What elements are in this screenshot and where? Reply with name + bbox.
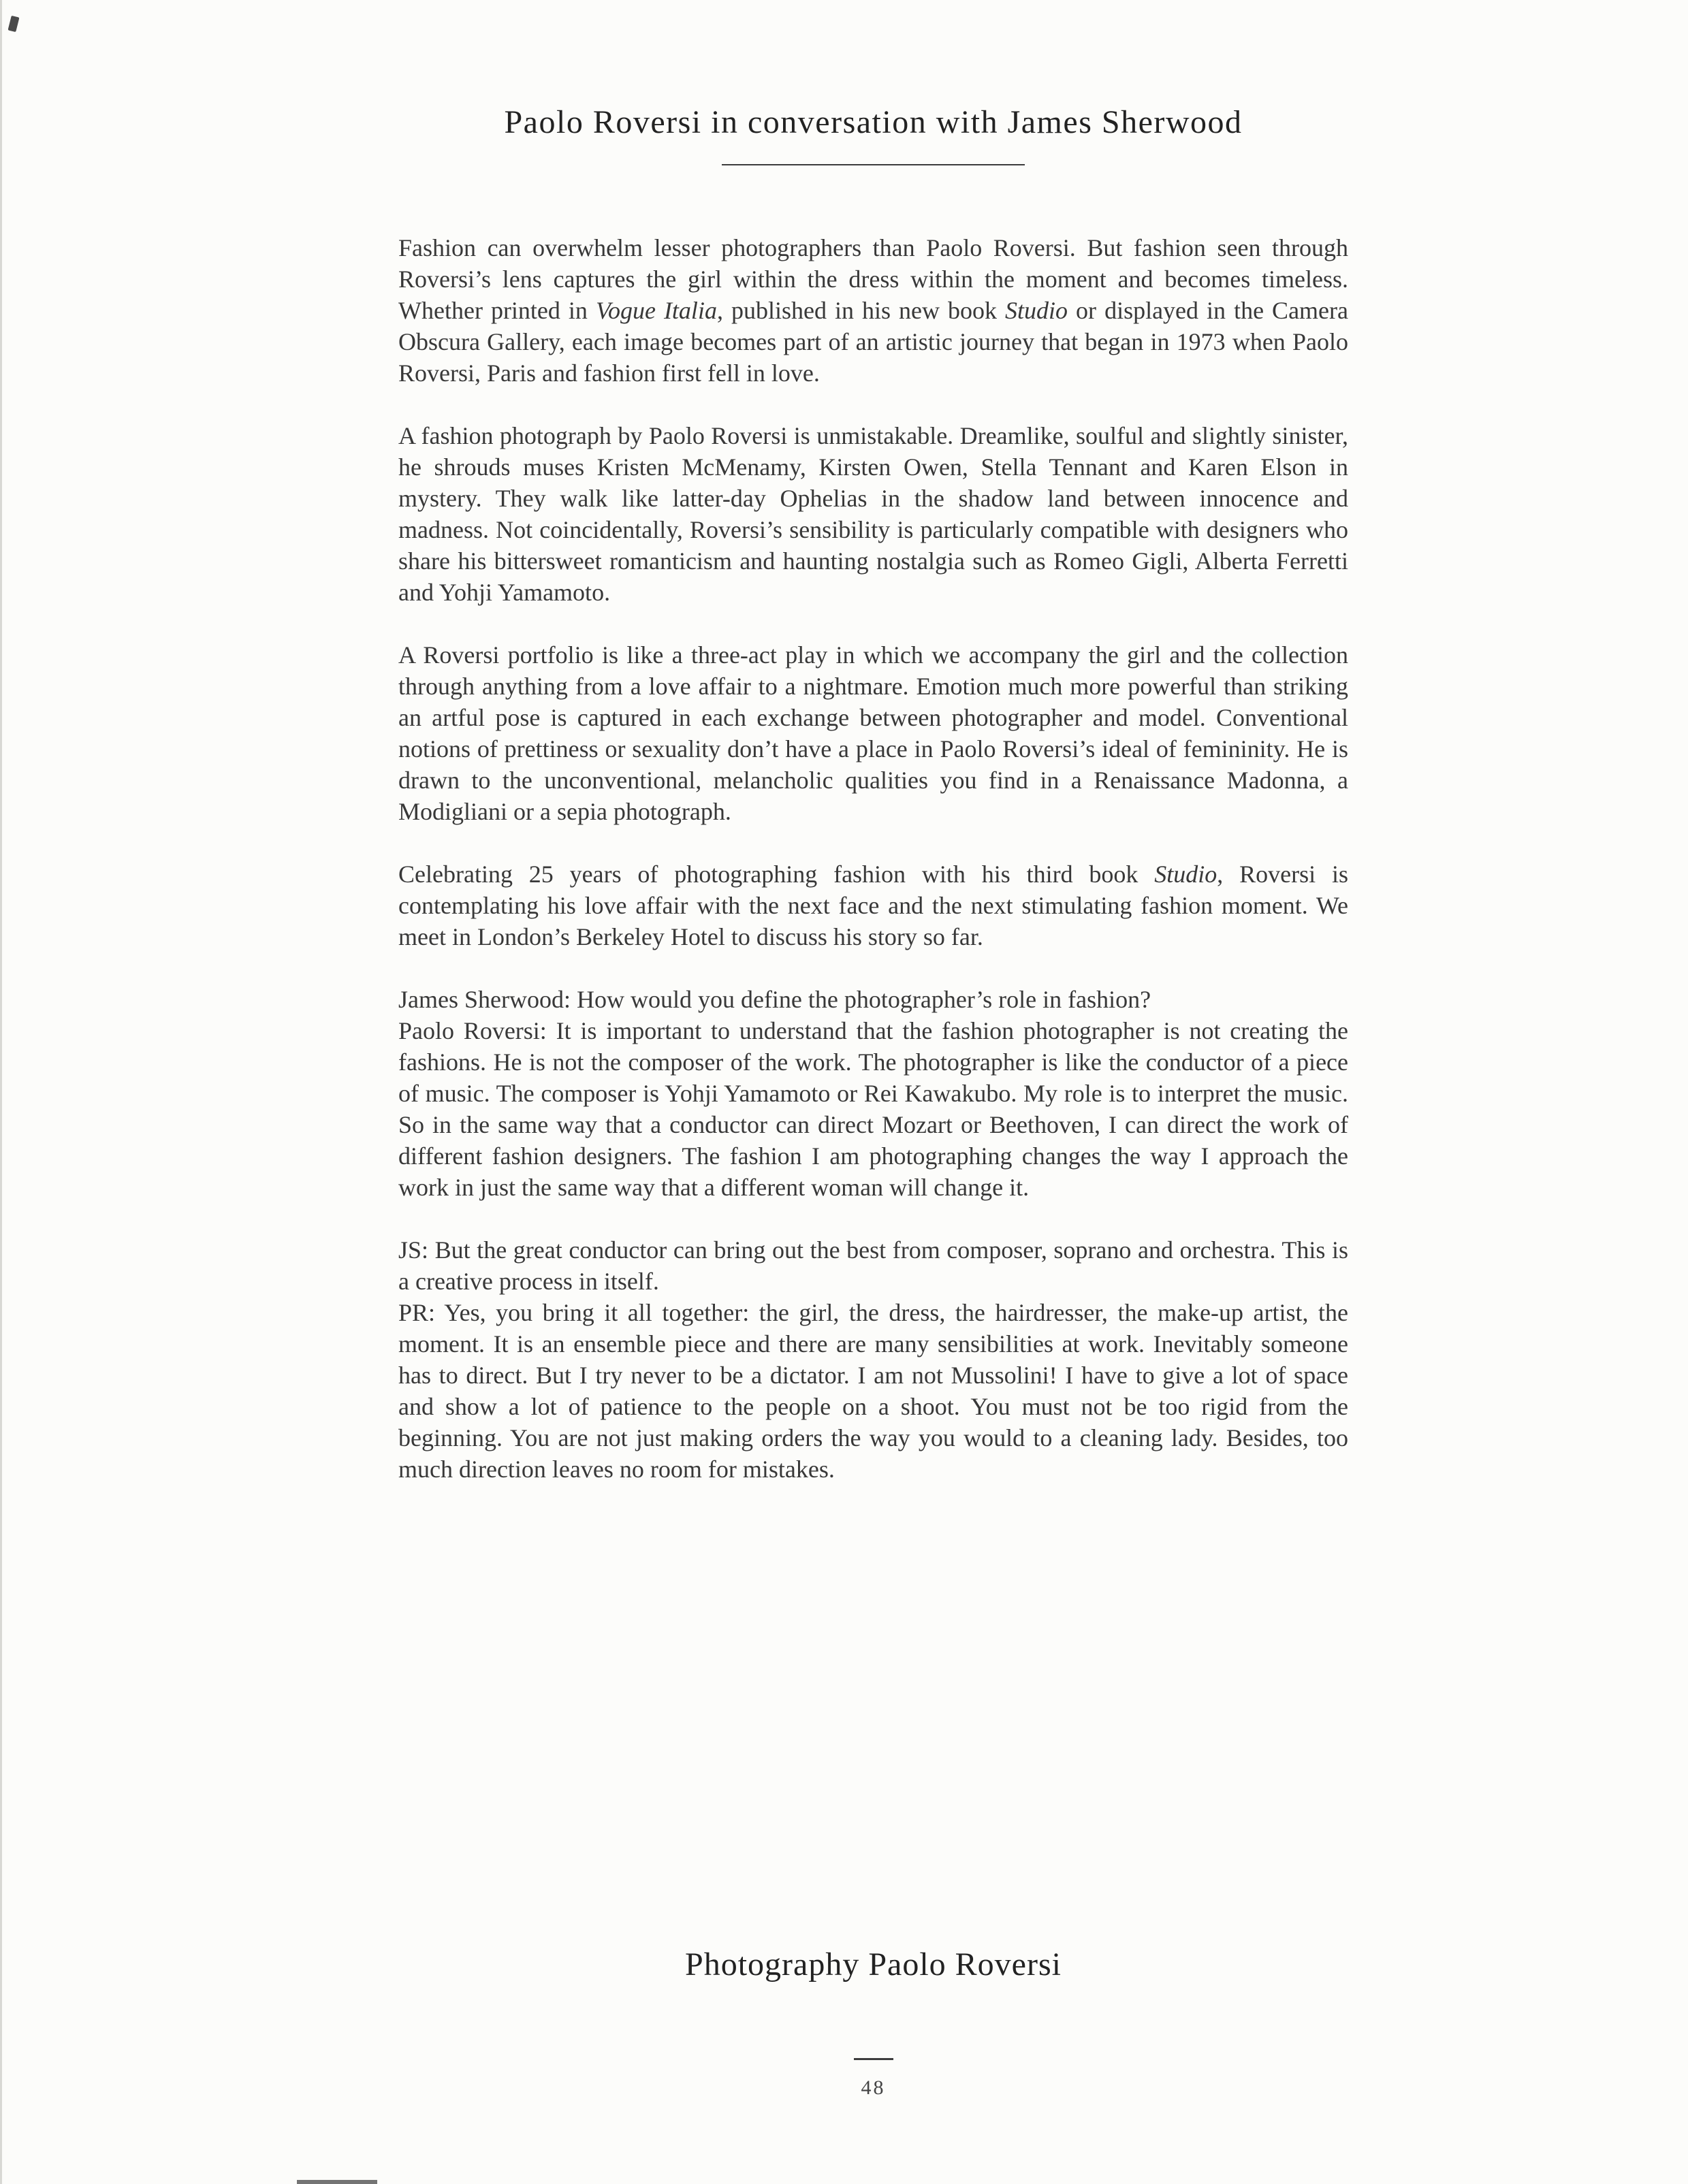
page-footer <box>398 1946 1348 2100</box>
italic-text-segment: Vogue Italia <box>595 297 717 324</box>
text-segment: Fashion can overwhelm lesser photographers than Paolo Roversi. But fashion seen through Roversi’s lens captures the girl within the dress within the moment and becomes timeless. Whether printed in <box>398 234 1348 324</box>
text-segment: A fashion photograph by Paolo Roversi is unmistakable. Dreamlike, soulful and slightly sinister, he shrouds muses Kristen McMenamy, Kirsten Owen, Stella Tennant and Karen Elson in mystery. They walk like latter-day Ophelias in the shadow land between innocence and madness. Not coincidentally, Roversi’s sensibility is particularly compatible with designers who share his bittersweet romanticism and haunting nostalgia such as Romeo Gigli, Alberta Ferretti and Yohji Yamamoto. <box>398 422 1348 606</box>
folio-rule <box>854 2058 893 2060</box>
scan-artifact <box>8 16 20 32</box>
paragraph <box>398 232 1348 389</box>
text-segment: Paolo Roversi: It is important to understand that the fashion photographer is not creating the fashions. He is not the composer of the work. The photographer is like the conductor of a piece of music. The composer is Yohji Yamamoto or Rei Kawakubo. My role is to interpret the music. So in the same way that a conductor can direct Mozart or Beethoven, I can direct the work of different fashion designers. The fashion I am photographing changes the way I approach the work in just the same way that a different woman will change it. <box>398 1017 1348 1201</box>
text-column <box>398 0 1348 1516</box>
paragraph <box>398 420 1348 608</box>
text-segment: Celebrating 25 years of photographing fashion with his third book <box>398 861 1155 888</box>
text-segment: JS: But the great conductor can bring out the best from composer, soprano and orchestra. This is a creative process in itself. <box>398 1236 1348 1295</box>
italic-text-segment: Studio <box>1005 297 1068 324</box>
text-segment: A Roversi portfolio is like a three-act play in which we accompany the girl and the collection through anything from a love affair to a nightmare. Emotion much more powerful than striking an artful pose is captured in each exchange between photographer and model. Conventional notions of prettiness or sexuality don’t have a place in Paolo Roversi’s ideal of femininity. He is drawn to the unconventional, melancholic qualities you find in a Renaissance Madonna, a Modigliani or a sepia photograph. <box>398 641 1348 825</box>
title-rule <box>722 164 1025 165</box>
scan-edge-artifact <box>0 0 2 2184</box>
scan-artifact <box>297 2180 377 2184</box>
text-segment: , published in his new book <box>716 297 1006 324</box>
page-number: 48 <box>861 2076 886 2099</box>
paragraph <box>398 1234 1348 1485</box>
paragraph <box>398 984 1348 1203</box>
photo-credit: Photography Paolo Roversi <box>685 1946 1062 1982</box>
paragraph <box>398 639 1348 827</box>
text-segment: , Roversi is contemplating his love affair with the next face and the next stimulating fashion moment. We meet in London’s Berkeley Hotel to discuss his story so far. <box>398 861 1348 950</box>
page-title: Paolo Roversi in conversation with James Sherwood <box>504 104 1243 140</box>
paragraph <box>398 858 1348 952</box>
text-segment: James Sherwood: How would you define the photographer’s role in fashion? <box>398 986 1151 1013</box>
text-segment: PR: Yes, you bring it all together: the girl, the dress, the hairdresser, the make-up artist, the moment. It is an ensemble piece and there are many sensibilities at work. Inevitably someone has to direct. But I try never to be a dictator. I am not Mussolini! I have to give a lot of space and show a lot of patience to the people on a shoot. You must not be too rigid from the beginning. You are not just making orders the way you would to a cleaning lady. Besides, too much direction leaves no room for mistakes. <box>398 1299 1348 1483</box>
italic-text-segment: Studio <box>1154 861 1217 888</box>
article-body <box>398 232 1348 1485</box>
text-segment: or displayed in the Camera Obscura Gallery, each image becomes part of an artistic journey that began in 1973 when Paolo Roversi, Paris and fashion first fell in love. <box>398 297 1348 387</box>
